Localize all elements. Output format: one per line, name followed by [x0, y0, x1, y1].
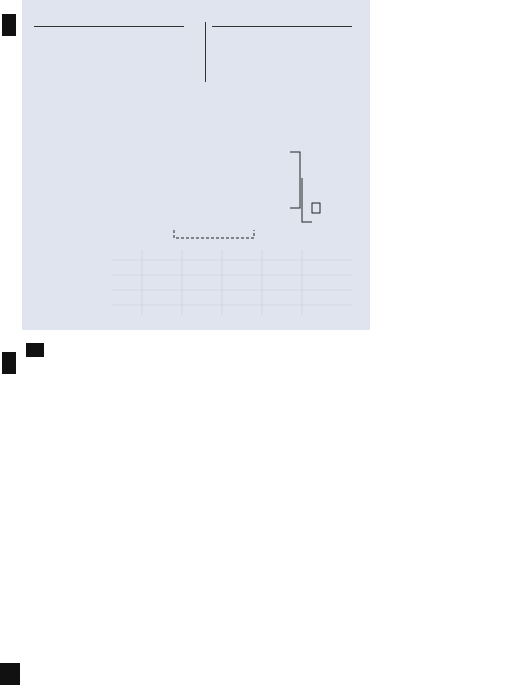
- legend-item: [34, 31, 184, 43]
- legend-item: [212, 31, 352, 43]
- rail-marker-bottom: [2, 352, 16, 374]
- row-marker-box: [312, 203, 320, 213]
- section-rail: [0, 0, 20, 700]
- repeat-bracket-bottom: [174, 230, 254, 238]
- chart-grid-lines: [112, 250, 352, 315]
- legend-item: [212, 55, 352, 67]
- page-number: [0, 663, 20, 685]
- rail-marker-top: [2, 14, 16, 36]
- legend-spanish: [34, 24, 184, 67]
- graph-c-panel: [22, 0, 370, 330]
- stitches-paragraph: [26, 368, 194, 396]
- stitch-chart-graph-c: [22, 140, 370, 320]
- column-1: [26, 365, 194, 695]
- legend-english: [212, 24, 352, 67]
- legend-item: [34, 43, 184, 55]
- legend-item: [34, 55, 184, 67]
- repeat-bracket-right: [290, 152, 312, 222]
- legend-divider: [205, 22, 206, 82]
- language-initial: [26, 343, 44, 357]
- column-2: [202, 340, 368, 695]
- column-3: [376, 4, 522, 696]
- legend-item: [212, 43, 352, 55]
